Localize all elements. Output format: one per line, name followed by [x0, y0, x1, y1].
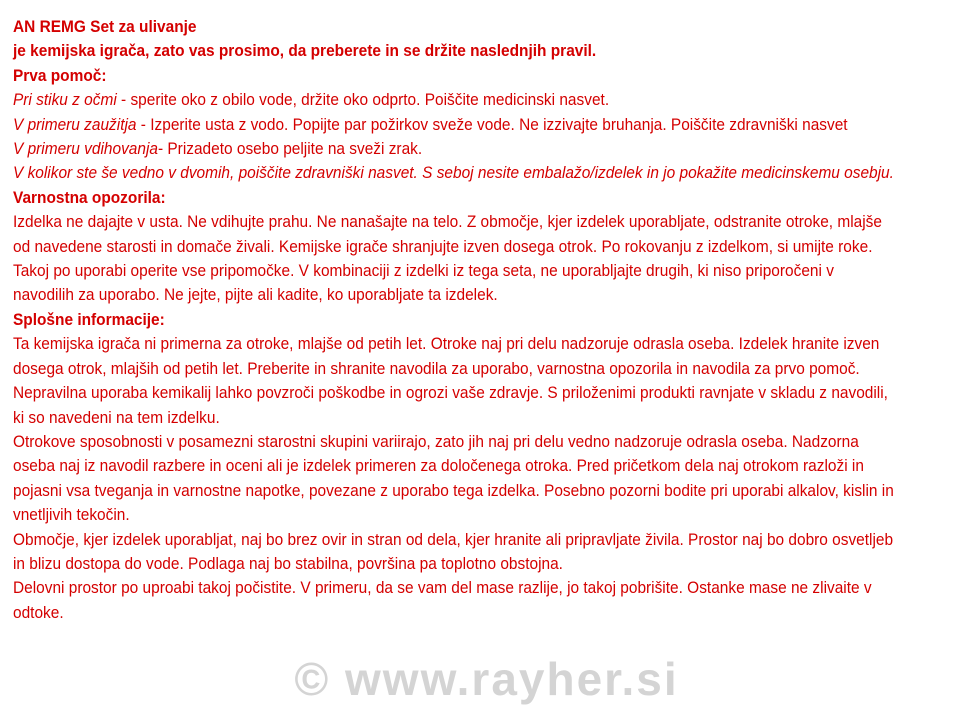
eyes-text: - sperite oko z obilo vode, držite oko odprto. Poiščite medicinski nasvet. — [116, 90, 610, 110]
swallow-text: - Izperite usta z vodo. Popijte par požirkov sveže vode. Ne izzivajte bruhanja. Poiščite zdravniški nasvet — [136, 114, 848, 134]
eyes-label: Pri stiku z očmi — [13, 90, 117, 110]
safety-document — [13, 15, 897, 625]
general-paragraph-3: Otrokove sposobnosti v posamezni starostni skupini variirajo, zato jih naj pri delu vedno nadzoruje odrasla oseba. Nadzorna oseba naj iz navodil razbere in oceni ali je izdelek primeren za določenega otroka. Pred pričetkom dela naj otrokom razloži in pojasni vsa tveganja in varnostne napotke, povezane z uporabo tega izdelka. Posebno pozorni bodite pri uporabi alkalov, kislin in vnetljivih tekočin. — [13, 431, 894, 525]
document-title: AN REMG Set za ulivanje — [13, 17, 197, 36]
general-paragraph-2: Nepravilna uporaba kemikalij lahko povzroči poškodbe in ogrozi vaše zdravje. S priloženimi produkti ravnjate v skladu z navodili, ki so navedeni na tem izdelku. — [13, 383, 888, 427]
warnings-heading: Varnostna opozorila: — [13, 187, 166, 207]
watermark: © www.rayher.si — [294, 653, 679, 705]
general-paragraph-1: Ta kemijska igrača ni primerna za otroke, mlajše od petih let. Otroke naj pri delu nadzoruje odrasla oseba. Izdelek hranite izven dosega otrok, mlajših od petih let. Preberite in shranite navodila za uporabo, varnostna opozorila in navodila za prvo pomoč. — [13, 334, 880, 378]
swallow-label: V primeru zaužitja — [13, 114, 137, 134]
general-heading: Splošne informacije: — [13, 309, 165, 329]
first-aid-heading: Prva pomoč: — [13, 65, 107, 85]
warnings-text: Izdelka ne dajajte v usta. Ne vdihujte prahu. Ne nanašajte na telo. Z območje, kjer izdelek uporabljate, odstranite otroke, mlajše od navedene starosti in domače živali. Kemijske igrače shranjujte izven dosega otrok. Po rokovanju z izdelkom, si umijte roke. Takoj po uporabi operite vse pripomočke. V kombinaciji z izdelki iz tega seta, ne uporabljajte drugih, ki niso priporočeni v navodilih za uporabo. Ne jejte, pijte ali kadite, ko uporabljate ta izdelek. — [13, 212, 882, 305]
general-paragraph-4: Območje, kjer izdelek uporabljat, naj bo brez ovir in stran od dela, kjer hranite ali pripravljate živila. Prostor naj bo dobro osvetljeb in blizu dostopa do vode. Podlaga naj bo stabilna, površina pa toplotno obstojna. — [13, 529, 894, 573]
document-intro: je kemijska igrača, zato vas prosimo, da preberete in se držite naslednjih pravil. — [13, 41, 597, 61]
general-paragraph-5: Delovni prostor po uproabi takoj počistite. V primeru, da se vam del mase razlije, jo takoj pobrišite. Ostanke mase ne zlivaite v odtoke. — [13, 578, 872, 622]
inhale-text: - Prizadeto osebo peljite na sveži zrak. — [157, 139, 423, 159]
first-aid-eyes — [13, 88, 897, 112]
first-aid-inhale — [13, 137, 897, 161]
first-aid-doubt: V kolikor ste še vedno v dvomih, poiščite zdravniški nasvet. S seboj nesite embalažo/izdelek in jo pokažite medicinskemu osebju. — [13, 163, 894, 183]
first-aid-swallow — [13, 113, 897, 137]
inhale-label: V primeru vdihovanja — [13, 139, 158, 159]
